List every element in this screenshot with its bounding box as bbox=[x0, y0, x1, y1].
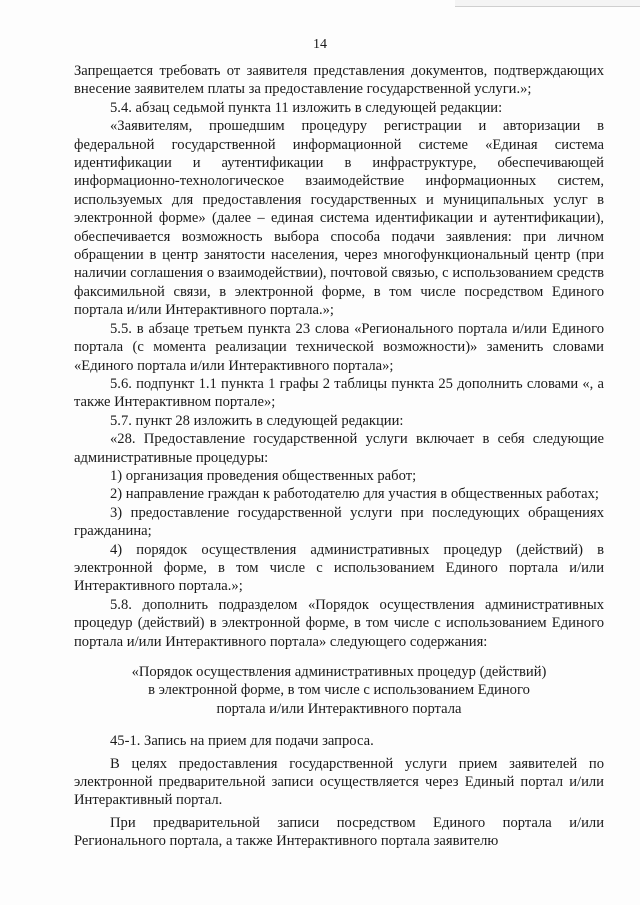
scan-edge bbox=[455, 0, 640, 7]
paragraph-5-7: 5.7. пункт 28 изложить в следующей редакции: bbox=[110, 412, 404, 429]
section-heading-line: в электронной форме, в том числе с использованием Единого bbox=[148, 682, 530, 699]
document-body bbox=[74, 62, 604, 851]
list-item-2: 2) направление граждан к работодателю для участия в общественных работах; bbox=[110, 486, 599, 503]
paragraph-5-6: 5.6. подпункт 1.1 пункта 1 графы 2 таблицы пункта 25 дополнить словами «, а также Интерактивном портале»; bbox=[74, 375, 604, 411]
paragraph-5-5: 5.5. в абзаце третьем пункта 23 слова «Регионального портала и/или Единого портала (с момента реализации технической возможности)» заменить словами «Единого портала и/или Интерактивного портала»; bbox=[74, 320, 604, 374]
section-heading-line: портала и/или Интерактивного портала bbox=[216, 700, 462, 717]
list-item-3: 3) предоставление государственной услуги при последующих обращениях гражданина; bbox=[74, 504, 604, 540]
paragraph-45-1: 45-1. Запись на прием для подачи запроса. bbox=[110, 733, 374, 750]
paragraph-5-8: 5.8. дополнить подразделом «Порядок осуществления административных процедур (действий) в электронной форме, в том числе с использованием Единого портала и/или Интерактивного портала» следующего содержания: bbox=[74, 596, 604, 650]
section-heading bbox=[74, 663, 604, 718]
page-number: 14 bbox=[313, 37, 327, 52]
paragraph-payment-prohibition: Запрещается требовать от заявителя представления документов, подтверждающих внесение заявителем платы за предоставление государственной услуги.»; bbox=[74, 63, 604, 98]
paragraph-preliminary-record: В целях предоставления государственной услуги прием заявителей по электронной предварительной записи осуществляется через Единый портал и/или Интерактивный портал. bbox=[74, 755, 604, 809]
paragraph-5-4: 5.4. абзац седьмой пункта 11 изложить в следующей редакции: bbox=[110, 99, 503, 116]
paragraph-28: «28. Предоставление государственной услуги включает в себя следующие административные процедуры: bbox=[74, 431, 604, 466]
section-heading-line: «Порядок осуществления административных процедур (действий) bbox=[131, 664, 547, 680]
paragraph-record-via-portal: При предварительной записи посредством Единого портала и/или Регионального портала, а также Интерактивного портала заявителю bbox=[74, 814, 604, 850]
paragraph-applicants: «Заявителям, прошедшим процедуру регистрации и авторизации в федеральной государственной информационной системе «Единая система идентификации и аутентификации в инфраструктуре, обеспечивающей информационно-технологическое взаимодействие информационных систем, используемых для предоставления государственных и муниципальных услуг в электронной форме» (далее – единая система идентификации и аутентификации), обеспечивается возможность выбора способа подачи заявления: при личном обращении в центр занятости населения, через многофункциональный центр (при наличии соглашения о взаимодействии), почтовой связью, с использованием средств факсимильной связи, в электронной форме, в том числе посредством Единого портала и/или Интерактивного портала.»; bbox=[74, 118, 604, 319]
list-item-1: 1) организация проведения общественных работ; bbox=[110, 467, 417, 484]
list-item-4: 4) порядок осуществления административных процедур (действий) в электронной форме, в том числе с использованием Единого портала и/или Интерактивного портала.»; bbox=[74, 541, 604, 595]
